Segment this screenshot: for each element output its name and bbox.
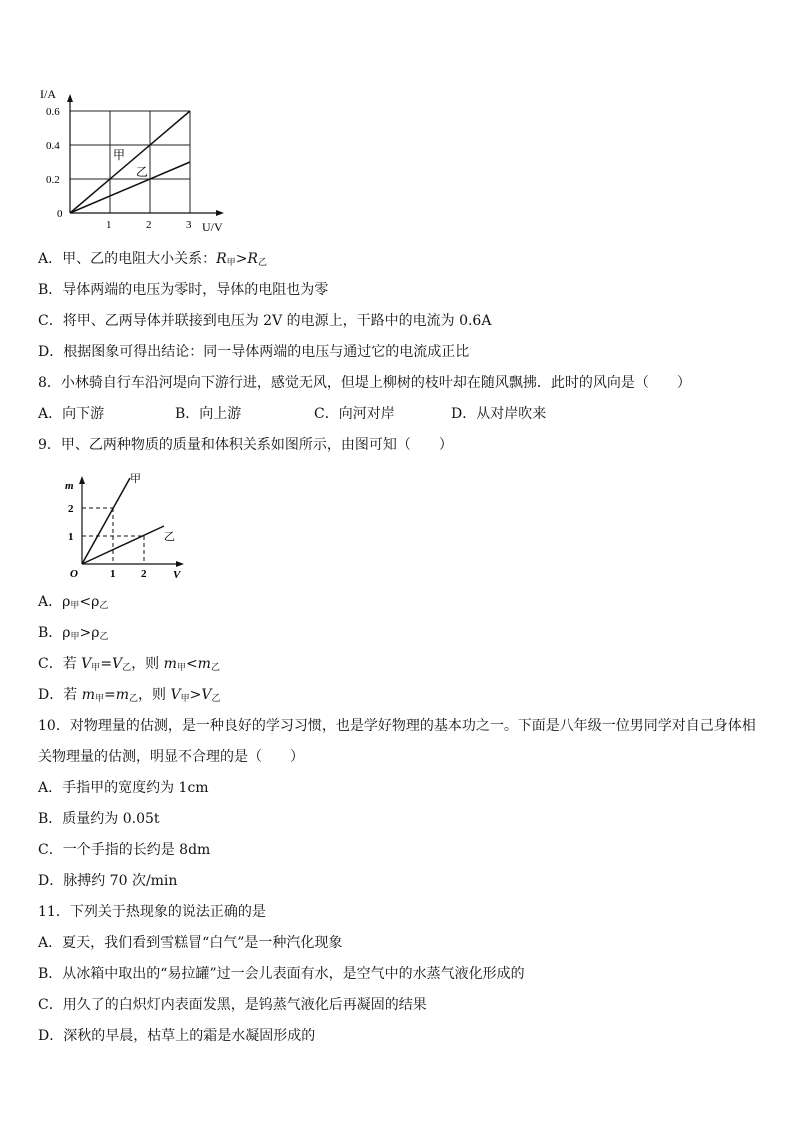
mv-guides	[82, 508, 144, 564]
iu-ytick-0.4: 0.4	[46, 140, 60, 152]
q9-option-a	[38, 592, 108, 616]
q9-option-d-m2: m	[115, 687, 129, 703]
iu-line-yi	[70, 162, 190, 213]
mv-series-label-jia: 甲	[130, 472, 141, 485]
q9-option-c-eq: =	[100, 656, 113, 672]
q9-option-a-sub1: 甲	[70, 601, 80, 611]
q9-option-c-sub4: 乙	[210, 663, 220, 673]
mv-ytick-2: 2	[68, 503, 74, 515]
mv-xtick-2: 2	[141, 568, 147, 580]
iu-line-jia	[70, 111, 190, 213]
mv-x-label: V	[173, 569, 181, 581]
q11-option-a: A．夏天，我们看到雪糕冒“白气”是一种汽化现象	[38, 935, 343, 951]
q9-option-c-pre: C．若	[38, 656, 82, 672]
q9-option-a-sub2: 乙	[99, 601, 109, 611]
q7-option-c: C．将甲、乙两导体并联接到电压为 2V 的电源上，干路中的电流为 0.6A	[38, 313, 492, 329]
mv-origin: O	[70, 568, 78, 580]
q9-option-a-pre: A．ρ	[38, 594, 71, 610]
q9-option-d-sub4: 乙	[211, 694, 221, 704]
q8-options	[38, 404, 758, 424]
q9-option-c-sub3: 甲	[176, 663, 186, 673]
q7-option-a-r2: R	[247, 251, 258, 267]
mv-y-label: m	[65, 480, 74, 492]
q9-option-c-v1: V	[81, 656, 92, 672]
q9-option-d-sub3: 甲	[180, 694, 190, 704]
q9-option-c-m2: m	[197, 656, 211, 672]
q10-option-c: C．一个手指的长约是 8dm	[38, 842, 211, 858]
iu-series-label-yi: 乙	[136, 165, 149, 179]
q9-option-d-pre: D．若	[38, 687, 82, 703]
q7-option-a-r1: R	[216, 251, 227, 267]
iu-xtick-2: 2	[146, 219, 152, 231]
q8-stem: 8．小林骑自行车沿河堤向下游行进，感觉无风，但堤上柳树的枝叶却在随风飘拂．此时的风向是（ ）	[38, 375, 691, 391]
q9-option-a-op: <ρ	[79, 594, 100, 610]
q7-option-d: D．根据图象可得出结论：同一导体两端的电压与通过它的电流成正比	[38, 344, 470, 360]
q9-option-d-eq: =	[103, 687, 116, 703]
q7-option-a-sub1: 甲	[226, 258, 236, 268]
iu-series-label-jia: 甲	[113, 148, 126, 162]
mv-xtick-1: 1	[110, 568, 116, 580]
q9-option-d-gt: >	[189, 687, 202, 703]
q8-option-d: D．从对岸吹来	[451, 406, 547, 422]
q10-option-d: D．脉搏约 70 次/min	[38, 873, 178, 889]
iu-y-label: I/A	[40, 87, 56, 101]
q11-option-b: B．从冰箱中取出的“易拉罐”过一会儿表面有水，是空气中的水蒸气液化形成的	[38, 966, 525, 982]
q9-option-c-lt: <	[185, 656, 198, 672]
mv-line-jia	[82, 478, 130, 564]
q9-option-d-v2: V	[201, 687, 212, 703]
q9-option-b-sub2: 乙	[99, 632, 109, 642]
q9-option-b	[38, 623, 109, 647]
mv-x-arrow	[176, 561, 184, 567]
q9-option-d-sub1: 甲	[94, 694, 104, 704]
q9-option-b-pre: B．ρ	[38, 625, 71, 641]
iu-origin: 0	[57, 208, 63, 220]
iu-x-label: U/V	[202, 220, 223, 232]
mv-line-yi	[82, 526, 164, 564]
q10-stem-line-1: 10．对物理量的估测，是一种良好的学习习惯，也是学好物理的基本功之一。下面是八年级一位男同学对自己身体相	[38, 718, 756, 734]
q9-option-d	[38, 685, 220, 709]
mv-ytick-1: 1	[68, 531, 74, 543]
q9-stem: 9．甲、乙两种物质的质量和体积关系如图所示，由图可知（ ）	[38, 437, 453, 453]
iu-ytick-0.2: 0.2	[46, 174, 60, 186]
q10-option-b: B．质量约为 0.05t	[38, 811, 160, 827]
iu-graph	[30, 82, 270, 232]
q9-option-c-sub1: 甲	[91, 663, 101, 673]
q9-option-c-v2: V	[112, 656, 123, 672]
q9-option-c	[38, 654, 220, 678]
q9-option-d-sub2: 乙	[129, 694, 139, 704]
iu-ytick-0.6: 0.6	[46, 106, 60, 118]
q11-option-d: D．深秋的早晨，枯草上的霜是水凝固形成的	[38, 1028, 316, 1044]
iu-x-arrow	[216, 210, 224, 216]
q11-stem: 11．下列关于热现象的说法正确的是	[38, 904, 266, 920]
q9-option-d-m1: m	[81, 687, 95, 703]
q9-option-c-m1: m	[163, 656, 177, 672]
q10-stem-line-2: 关物理量的估测，明显不合理的是（ ）	[38, 749, 304, 765]
q9-option-c-mid: ，则	[131, 656, 164, 672]
q8-option-b: B．向上游	[175, 406, 242, 422]
mv-series-label-yi: 乙	[164, 530, 175, 543]
q7-option-a	[38, 249, 267, 273]
q9-option-b-sub1: 甲	[70, 632, 80, 642]
q10-option-a: A．手指甲的宽度约为 1cm	[38, 780, 209, 796]
iu-xtick-3: 3	[186, 219, 192, 231]
q8-option-c: C．向河对岸	[314, 406, 395, 422]
q7-option-a-text: A．甲、乙的电阻大小关系：	[38, 251, 217, 267]
iu-y-arrow	[67, 94, 73, 102]
q7-option-a-sub2: 乙	[257, 258, 267, 268]
q9-option-d-mid: ，则	[138, 687, 171, 703]
q9-option-d-v1: V	[170, 687, 181, 703]
q9-option-c-sub2: 乙	[122, 663, 132, 673]
q7-option-a-gt: >	[235, 251, 248, 267]
iu-xtick-1: 1	[106, 219, 112, 231]
mv-graph	[60, 466, 220, 586]
q8-option-a: A．向下游	[38, 406, 105, 422]
mv-y-arrow	[79, 476, 85, 484]
q11-option-c: C．用久了的白炽灯内表面发黑，是钨蒸气液化后再凝固的结果	[38, 997, 427, 1013]
q9-option-b-op: >ρ	[79, 625, 100, 641]
q7-option-b: B．导体两端的电压为零时，导体的电阻也为零	[38, 282, 329, 298]
